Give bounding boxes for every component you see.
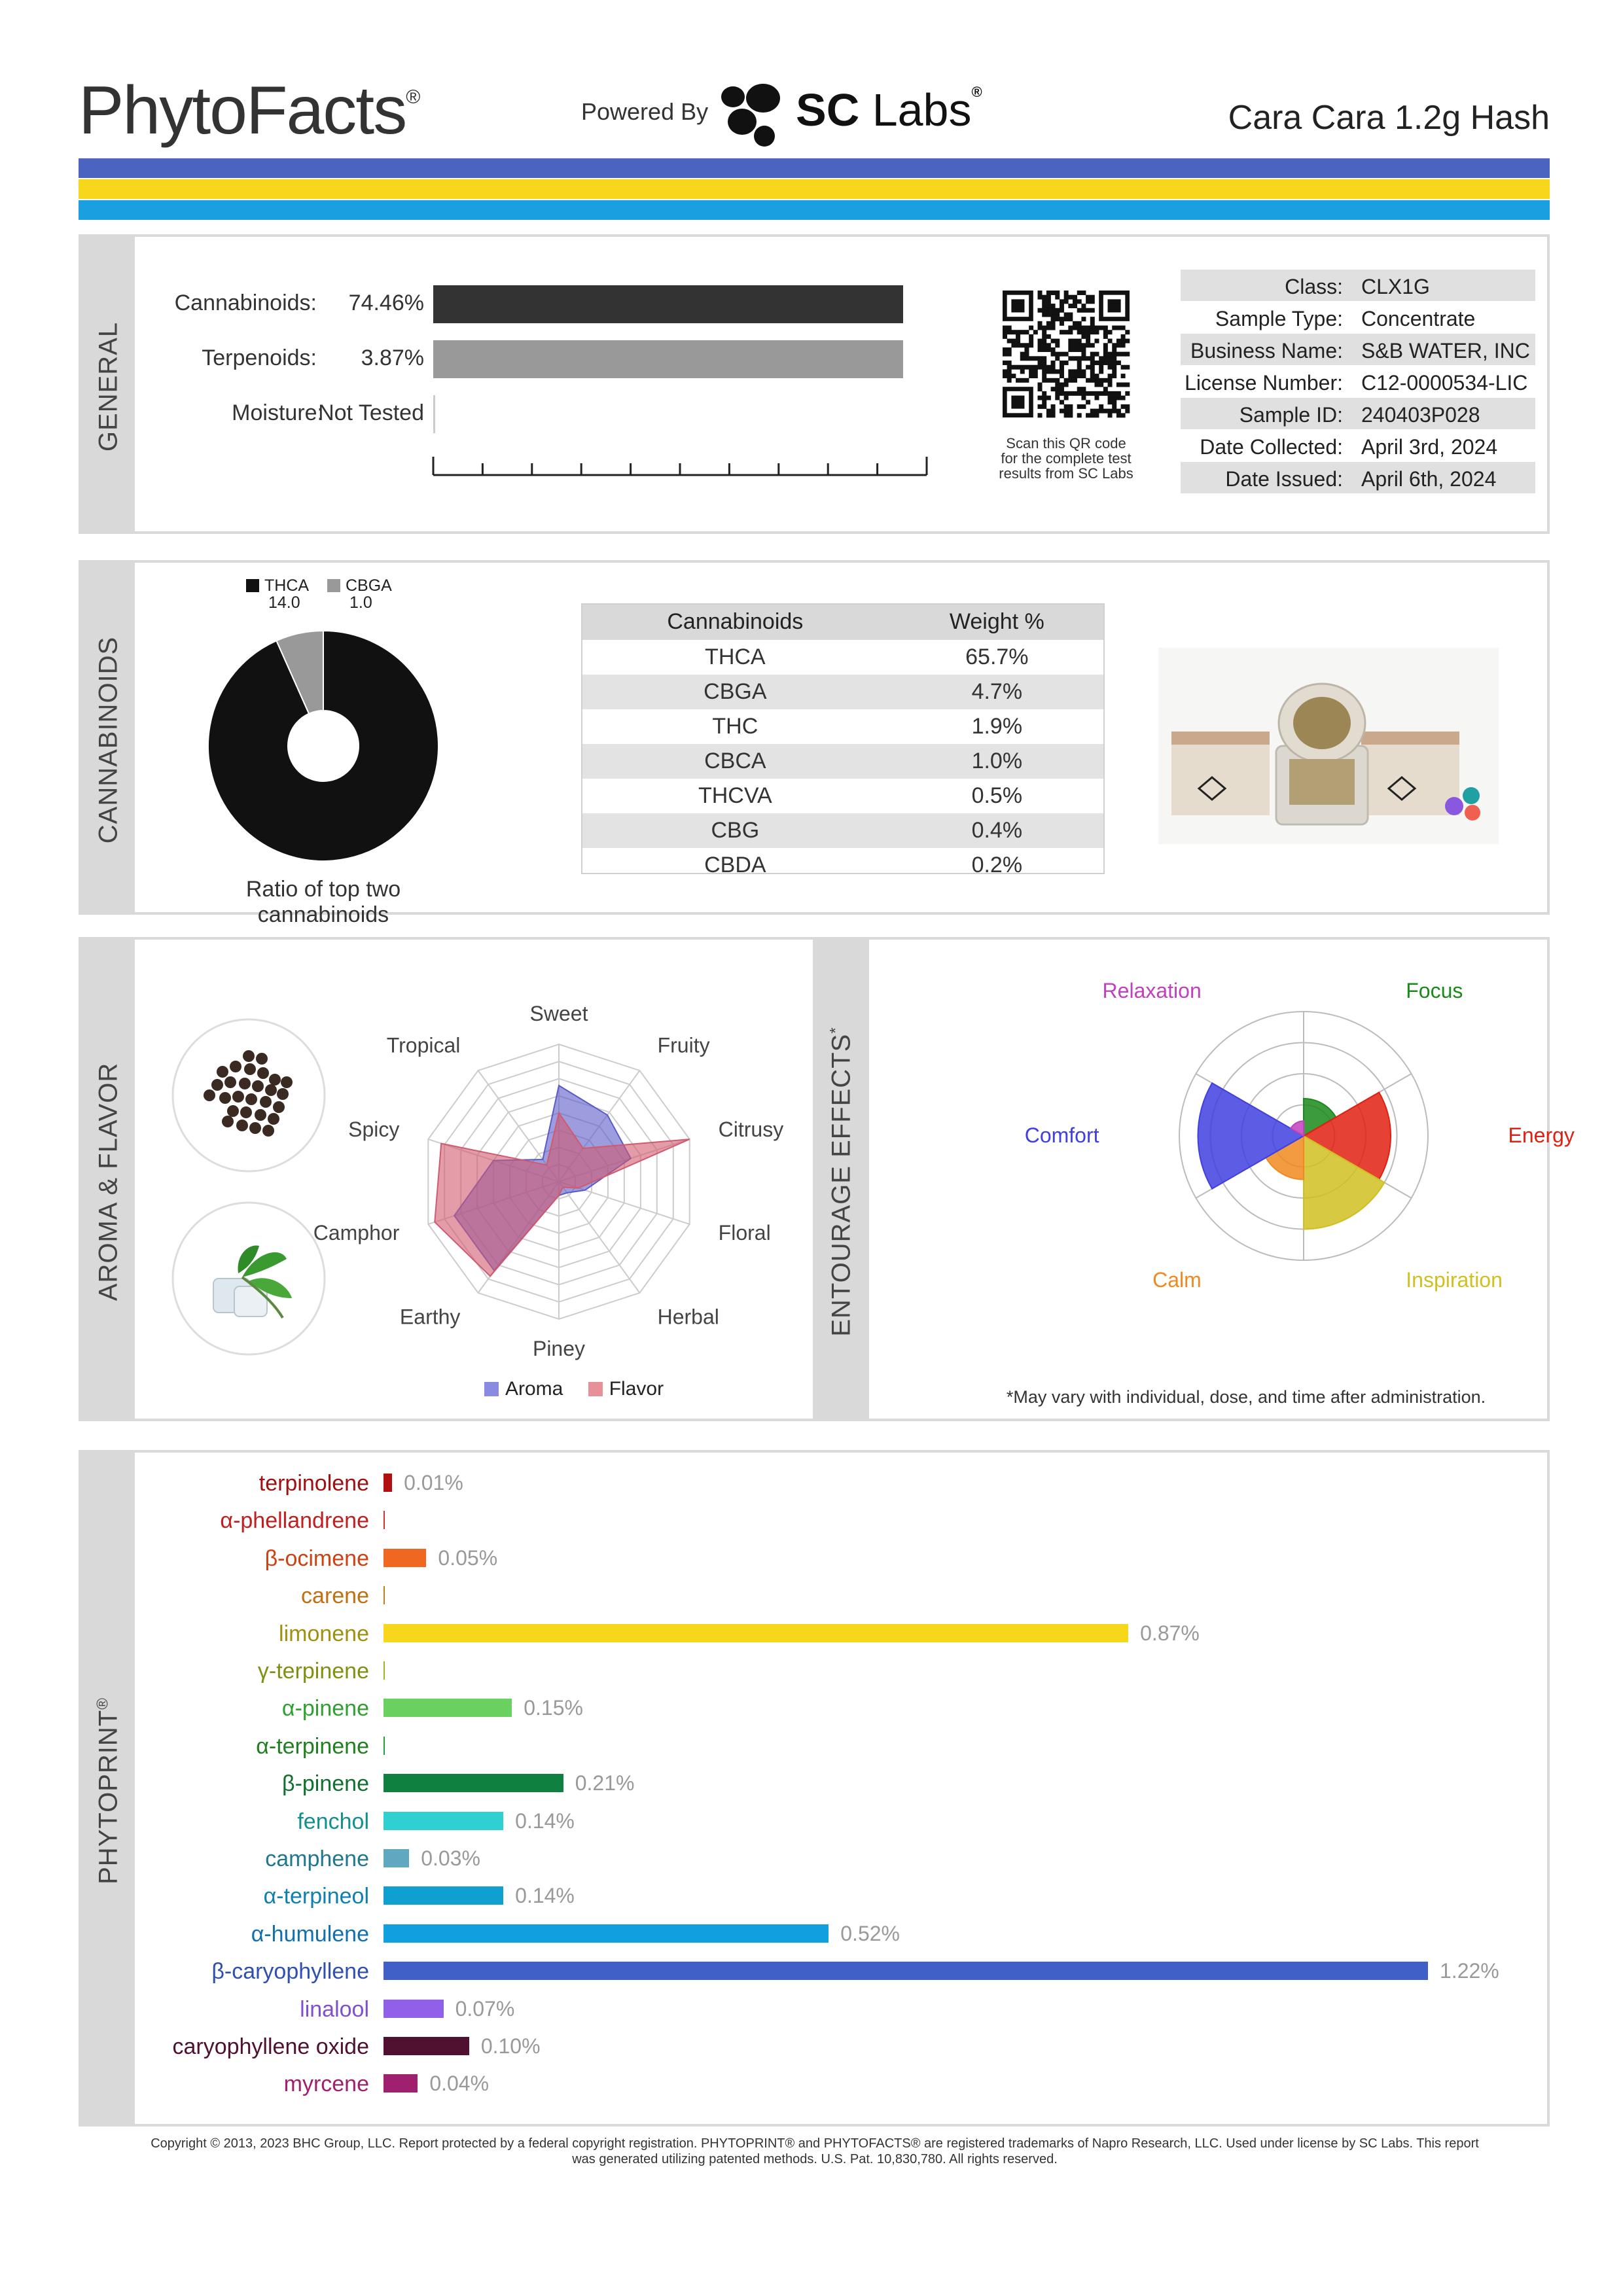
terpene-label: caryophyllene oxide xyxy=(172,2034,369,2059)
terpene-value: 0.52% xyxy=(840,1921,900,1945)
peppercorn xyxy=(219,1092,231,1104)
terpene-label: limonene xyxy=(279,1621,369,1646)
terpene-label: α-terpineol xyxy=(263,1884,369,1909)
terpene-label: camphene xyxy=(265,1846,369,1871)
info-key: Date Collected: xyxy=(1200,435,1343,459)
table-row xyxy=(581,744,1105,779)
terpene-value: 0.04% xyxy=(429,2072,490,2096)
radar-axis-label: Sweet xyxy=(529,1001,588,1025)
terpene-bar xyxy=(383,1474,392,1492)
peppercorn xyxy=(245,1093,257,1105)
copyright-footer xyxy=(85,2136,1544,2167)
radar-axis-label: Earthy xyxy=(399,1305,461,1329)
peppercorn xyxy=(236,1120,248,1131)
radar-axis-label: Camphor xyxy=(313,1221,400,1245)
effect-label: Inspiration xyxy=(1406,1267,1503,1292)
peppercorn xyxy=(217,1066,228,1078)
peppercorn xyxy=(256,1053,268,1065)
info-value: April 3rd, 2024 xyxy=(1361,435,1498,459)
terpene-value: 0.01% xyxy=(404,1471,463,1494)
sc-labs-logo-icon xyxy=(719,81,784,149)
aroma-radar-chart xyxy=(313,985,784,1365)
cannabinoid-weight: 0.2% xyxy=(971,853,1023,877)
metric-label: Moisture: xyxy=(232,400,323,425)
info-row xyxy=(1181,334,1535,365)
info-key: Class: xyxy=(1285,275,1343,298)
terpene-label: terpinolene xyxy=(259,1471,369,1496)
peppercorn xyxy=(230,1061,241,1072)
peppercorn xyxy=(255,1109,266,1121)
legend-name: CBGA xyxy=(346,576,392,595)
qr-caption-line: Scan this QR code xyxy=(1006,435,1126,451)
terpene-bar xyxy=(383,1849,409,1867)
radar-axis-label: Citrusy xyxy=(718,1117,784,1141)
terpene-label: β-ocimene xyxy=(264,1545,369,1571)
product-photo xyxy=(1158,648,1499,844)
cannabinoid-weight: 0.4% xyxy=(889,813,1105,848)
terpene-value: 0.15% xyxy=(524,1696,583,1720)
legend-value: 1.0 xyxy=(349,593,372,612)
info-value: April 6th, 2024 xyxy=(1361,467,1497,491)
peppercorn xyxy=(224,1076,236,1088)
phytoprint-section-label: PHYTOPRINT® xyxy=(94,1697,123,1884)
camphor-mint-icon xyxy=(170,1200,327,1357)
terpene-label: α-pinene xyxy=(281,1696,369,1722)
sc-labs-wordmark: SC Labs® xyxy=(796,84,982,135)
terpene-label: γ-terpinene xyxy=(257,1659,369,1684)
metric-bar xyxy=(433,285,903,323)
metric-value: 74.46% xyxy=(348,291,424,315)
peppercorn xyxy=(249,1122,261,1134)
entourage-rose-chart xyxy=(971,966,1575,1371)
table-row xyxy=(581,813,1105,848)
legend-name: THCA xyxy=(264,576,310,595)
radar-axis-label: Floral xyxy=(718,1221,771,1245)
terpene-label: β-caryophyllene xyxy=(211,1959,369,1985)
ratio-caption: Ratio of top two cannabinoids xyxy=(245,877,401,927)
flavor-legend-swatch xyxy=(588,1382,603,1396)
terpene-value: 1.22% xyxy=(1440,1959,1499,1983)
info-row xyxy=(1181,270,1535,301)
table-row xyxy=(581,779,1105,813)
terpene-value: 0.10% xyxy=(480,2034,541,2058)
cannabinoid-name: CBDA xyxy=(704,853,766,877)
footer-line: was generated utilizing patented methods. U.S. Pat. 10,830,780. All rights reserved. xyxy=(572,2152,1058,2166)
terpene-value: 0.07% xyxy=(455,1996,515,2021)
cannabinoid-name: THCA xyxy=(705,645,766,669)
terpene-label: carene xyxy=(301,1583,369,1609)
peppercorn xyxy=(273,1101,285,1113)
cyan-stripe xyxy=(79,200,1550,220)
info-value: S&B WATER, INC xyxy=(1361,339,1530,362)
terpene-bar xyxy=(383,1624,1128,1642)
cannabinoid-table xyxy=(581,603,1105,883)
terpene-bar xyxy=(383,1511,385,1529)
peppercorn xyxy=(262,1125,274,1137)
peppercorn xyxy=(269,1074,281,1086)
info-row xyxy=(1181,462,1535,493)
legend-item-cbga xyxy=(327,577,438,611)
terpene-label: α-humulene xyxy=(251,1921,369,1947)
flavor-legend-label: Flavor xyxy=(609,1378,664,1400)
info-row xyxy=(1181,366,1535,397)
terpene-label: α-phellandrene xyxy=(220,1508,369,1534)
info-row xyxy=(1181,430,1535,461)
terpene-value: 0.05% xyxy=(438,1545,498,1570)
table-row xyxy=(581,640,1105,675)
info-key: Sample ID: xyxy=(1239,403,1343,427)
metric-label: Terpenoids: xyxy=(202,345,317,370)
terpene-bar xyxy=(383,1661,385,1680)
radar-axis-label: Tropical xyxy=(386,1033,461,1057)
radar-legend xyxy=(484,1378,664,1400)
cannabinoid-name: CBCA xyxy=(581,744,889,779)
phytoprint-panel xyxy=(79,1450,1550,2127)
aroma-entourage-panel xyxy=(79,937,1575,1421)
terpene-bar xyxy=(383,2037,469,2055)
terpene-label: myrcene xyxy=(283,2072,369,2097)
terpene-label: α-terpinene xyxy=(256,1733,369,1759)
peppercorn xyxy=(239,1078,251,1089)
entourage-section-label: ENTOURAGE EFFECTS* xyxy=(827,1027,856,1337)
terpene-bar xyxy=(383,2074,418,2093)
table-row xyxy=(581,675,1105,709)
peppercorn xyxy=(268,1113,279,1125)
cannabinoids-panel xyxy=(79,560,1550,927)
cannabinoid-weight: 1.0% xyxy=(889,744,1105,779)
peppercorn xyxy=(257,1067,269,1079)
cannabinoid-weight: 0.5% xyxy=(971,783,1023,808)
peppercorn xyxy=(281,1076,293,1088)
peppercorn xyxy=(204,1089,215,1101)
table-row xyxy=(581,848,1105,883)
terpene-value: 0.03% xyxy=(421,1846,480,1870)
general-section-label: GENERAL xyxy=(94,321,123,452)
info-value: Concentrate xyxy=(1361,307,1476,330)
effect-label: Comfort xyxy=(1024,1123,1099,1147)
metric-bar xyxy=(433,340,903,378)
legend-value: 14.0 xyxy=(268,593,300,612)
effect-label: Energy xyxy=(1508,1123,1575,1147)
peppercorn xyxy=(232,1091,244,1103)
radar-axis-label: Herbal xyxy=(657,1305,719,1329)
column-header: Weight % xyxy=(889,603,1105,640)
terpene-value: 0.14% xyxy=(515,1884,575,1908)
peppercorn xyxy=(265,1084,277,1096)
metric-bar xyxy=(433,395,435,433)
cannabinoid-name: THCVA xyxy=(698,783,772,808)
info-key: Business Name: xyxy=(1190,339,1343,362)
radar-spoke xyxy=(559,1182,639,1293)
terpene-bar xyxy=(383,1962,1428,1980)
blue-stripe xyxy=(79,158,1550,178)
terpene-bar xyxy=(383,1699,512,1717)
radar-axis-label: Spicy xyxy=(348,1117,400,1141)
cannabinoid-weight: 1.9% xyxy=(971,714,1023,739)
terpene-label: linalool xyxy=(300,1996,369,2022)
aroma-section-label: AROMA & FLAVOR xyxy=(94,1062,123,1301)
qr-caption xyxy=(978,436,1154,481)
radar-axis-label: Fruity xyxy=(657,1033,710,1057)
general-panel xyxy=(79,234,1550,534)
cannabinoid-name: CBG xyxy=(581,813,889,848)
peppercorn xyxy=(222,1116,234,1127)
info-key: Date Issued: xyxy=(1225,467,1343,491)
terpene-bar xyxy=(383,1549,426,1567)
entourage-footnote: *May vary with individual, dose, and time after administration. xyxy=(1006,1387,1486,1407)
metric-value: 3.87% xyxy=(361,345,424,370)
peppercorn xyxy=(252,1080,264,1092)
radar-axis-label: Piney xyxy=(532,1337,586,1361)
cannabinoid-weight: 4.7% xyxy=(889,675,1105,709)
general-scale-axis xyxy=(432,454,929,480)
terpene-label: fenchol xyxy=(297,1809,369,1834)
peppercorn xyxy=(244,1063,256,1075)
qr-caption-line: for the complete test xyxy=(1001,450,1132,467)
info-key: License Number: xyxy=(1185,371,1343,395)
terpene-value: 0.21% xyxy=(575,1771,635,1795)
peppercorn xyxy=(240,1106,252,1118)
qr-caption-line: results from SC Labs xyxy=(999,465,1133,482)
peppercorn xyxy=(211,1079,223,1091)
terpene-bar xyxy=(383,1924,829,1943)
cannabinoids-section-label: CANNABINOIDS xyxy=(94,636,123,844)
info-row xyxy=(1181,398,1535,429)
terpene-label: β-pinene xyxy=(282,1771,369,1797)
effect-label: Calm xyxy=(1152,1267,1202,1292)
table-row xyxy=(581,709,1105,744)
terpene-bar xyxy=(383,1774,563,1792)
effect-label: Focus xyxy=(1406,979,1463,1003)
aroma-legend-swatch xyxy=(484,1382,499,1396)
legend-swatch xyxy=(246,579,259,592)
info-row xyxy=(1181,302,1535,333)
product-title: Cara Cara 1.2g Hash xyxy=(1228,99,1550,137)
metric-label: Cannabinoids: xyxy=(174,291,317,315)
qr-code-icon[interactable] xyxy=(1003,291,1130,417)
info-key: Sample Type: xyxy=(1215,307,1343,330)
footer-line: Copyright © 2013, 2023 BHC Group, LLC. Report protected by a federal copyright registration. PHYTOPRINT® and PHYTOFACTS® are registered trademarks of Napro Research, LLC. Used under license by SC Labs. This report xyxy=(151,2136,1479,2151)
terpene-bar xyxy=(383,1812,503,1830)
column-header: Cannabinoids xyxy=(581,603,889,640)
cannabinoid-donut-chart xyxy=(205,628,441,864)
cannabinoid-name: CBGA xyxy=(581,675,889,709)
peppercorn xyxy=(227,1105,239,1117)
terpene-bar xyxy=(383,2000,444,2018)
info-value: 240403P028 xyxy=(1361,403,1480,427)
peppercorn-icon xyxy=(170,1017,327,1174)
terpene-value: 0.87% xyxy=(1140,1621,1200,1645)
cannabinoid-name: THC xyxy=(712,714,758,739)
peppercorn xyxy=(260,1096,272,1108)
cannabinoid-weight: 65.7% xyxy=(965,645,1029,669)
info-value: CLX1G xyxy=(1361,275,1430,298)
peppercorn xyxy=(277,1088,289,1100)
powered-by-label: Powered By xyxy=(581,98,709,125)
legend-swatch xyxy=(327,579,340,592)
metric-value: Not Tested xyxy=(318,400,424,425)
terpene-bar xyxy=(383,1886,503,1905)
terpene-bar xyxy=(383,1586,385,1604)
peppercorn xyxy=(243,1050,255,1062)
terpene-bar xyxy=(383,1737,385,1755)
terpene-value: 0.14% xyxy=(515,1809,575,1833)
yellow-stripe xyxy=(79,179,1550,199)
brand-logo: PhytoFacts® xyxy=(79,73,419,149)
info-value: C12-0000534-LIC xyxy=(1361,371,1528,395)
effect-label: Relaxation xyxy=(1102,979,1202,1003)
aroma-legend-label: Aroma xyxy=(505,1378,563,1400)
